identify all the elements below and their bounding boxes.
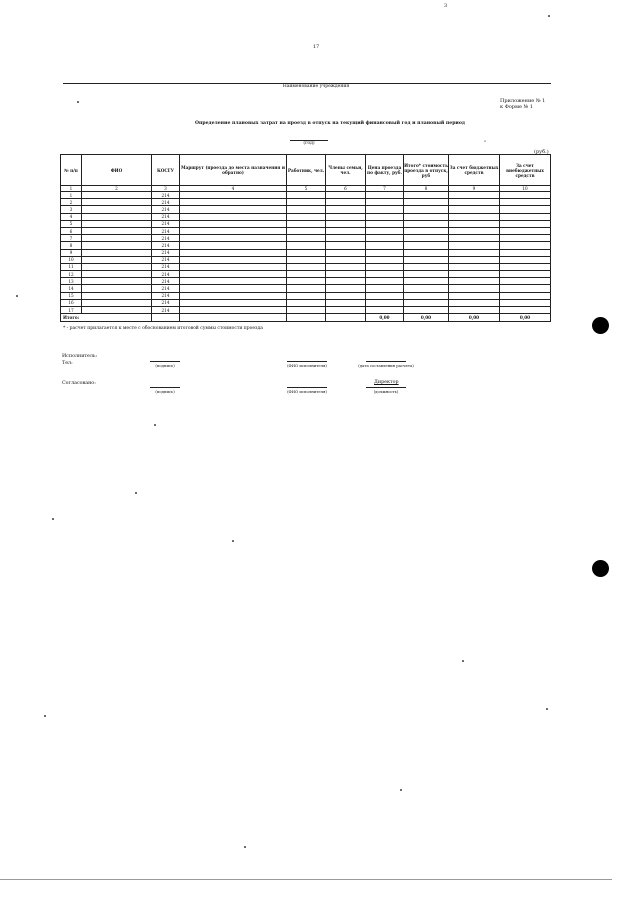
total-row xyxy=(61,314,551,322)
row-number: 16 xyxy=(61,299,82,306)
empty-cell xyxy=(287,271,326,278)
empty-cell xyxy=(366,285,404,292)
empty-cell xyxy=(500,206,551,213)
empty-cell xyxy=(287,213,326,220)
signature-caption: (подпись) xyxy=(155,363,175,368)
empty-cell xyxy=(366,278,404,285)
empty-cell xyxy=(404,220,449,227)
empty-cell xyxy=(326,235,366,242)
empty-cell xyxy=(287,285,326,292)
header-cell: За счет бюджетных средств xyxy=(449,155,500,186)
total-cell xyxy=(326,314,366,322)
row-number: 2 xyxy=(61,199,82,206)
empty-cell xyxy=(287,192,326,199)
empty-cell xyxy=(449,220,500,227)
row-number: 6 xyxy=(61,227,82,234)
empty-cell xyxy=(287,235,326,242)
empty-cell xyxy=(287,227,326,234)
director-name-caption: (ФИО исполнителя) xyxy=(287,389,327,394)
empty-cell xyxy=(326,285,366,292)
empty-cell xyxy=(366,307,404,314)
empty-cell xyxy=(449,278,500,285)
row-number: 15 xyxy=(61,292,82,299)
column-number: 3 xyxy=(152,186,180,192)
table-row xyxy=(61,206,551,213)
empty-cell xyxy=(366,220,404,227)
header-cell: ФИО xyxy=(82,155,152,186)
empty-cell xyxy=(500,278,551,285)
kosgu-cell: 214 xyxy=(152,235,180,242)
org-name-caption: Наименование учреждения xyxy=(282,84,350,89)
empty-cell xyxy=(366,192,404,199)
table-row xyxy=(61,199,551,206)
row-number: 7 xyxy=(61,235,82,242)
empty-cell xyxy=(449,192,500,199)
row-number: 8 xyxy=(61,242,82,249)
kosgu-cell: 214 xyxy=(152,271,180,278)
empty-cell xyxy=(404,307,449,314)
empty-cell xyxy=(180,227,287,234)
empty-cell xyxy=(326,271,366,278)
total-extrabudget: 0,00 xyxy=(500,314,551,322)
empty-cell xyxy=(287,249,326,256)
empty-cell xyxy=(500,307,551,314)
page-number: 17 xyxy=(312,44,320,50)
appendix-note xyxy=(500,98,580,110)
punch-hole xyxy=(592,560,609,577)
empty-cell xyxy=(449,256,500,263)
currency-unit: (руб.) xyxy=(534,149,549,155)
empty-cell xyxy=(82,242,152,249)
empty-cell xyxy=(326,227,366,234)
empty-cell xyxy=(287,256,326,263)
empty-cell xyxy=(404,206,449,213)
empty-cell xyxy=(287,263,326,270)
empty-cell xyxy=(366,199,404,206)
date-caption: (дата составления расчета) xyxy=(358,363,414,368)
empty-cell xyxy=(326,263,366,270)
kosgu-cell: 214 xyxy=(152,307,180,314)
empty-cell xyxy=(366,249,404,256)
empty-cell xyxy=(180,206,287,213)
empty-cell xyxy=(82,192,152,199)
total-budget: 0,00 xyxy=(449,314,500,322)
empty-cell xyxy=(287,220,326,227)
empty-cell xyxy=(500,285,551,292)
executor-label: Исполнитель: xyxy=(62,354,98,359)
appendix-line-2: к Форме № 1 xyxy=(500,104,534,110)
row-number: 9 xyxy=(61,249,82,256)
kosgu-cell: 214 xyxy=(152,278,180,285)
kosgu-cell: 214 xyxy=(152,227,180,234)
header-cell: № п/п xyxy=(61,155,82,186)
table-row xyxy=(61,256,551,263)
agreed-signature-caption: (подпись) xyxy=(155,389,175,394)
kosgu-cell: 214 xyxy=(152,192,180,199)
empty-cell xyxy=(404,299,449,306)
empty-cell xyxy=(326,213,366,220)
quote-mark: " xyxy=(484,140,487,146)
empty-cell xyxy=(82,227,152,234)
kosgu-cell: 214 xyxy=(152,256,180,263)
table-row xyxy=(61,227,551,234)
empty-cell xyxy=(326,242,366,249)
table-row xyxy=(61,249,551,256)
column-number: 2 xyxy=(82,186,152,192)
empty-cell xyxy=(404,278,449,285)
empty-cell xyxy=(82,206,152,213)
scan-speck xyxy=(154,424,156,426)
empty-cell xyxy=(449,213,500,220)
empty-cell xyxy=(180,199,287,206)
header-cell: Цена проезда по факту, руб. xyxy=(366,155,404,186)
kosgu-cell: 214 xyxy=(152,199,180,206)
table-row xyxy=(61,220,551,227)
empty-cell xyxy=(180,220,287,227)
empty-cell xyxy=(500,263,551,270)
footnote: * - расчет прилагается к месте с обоснованием итоговой суммы стоимости проезда xyxy=(63,326,263,331)
empty-cell xyxy=(449,235,500,242)
scan-speck xyxy=(77,101,79,103)
table-row xyxy=(61,263,551,270)
position-line xyxy=(366,387,406,388)
signature-line xyxy=(150,361,180,362)
scan-speck xyxy=(244,846,246,848)
row-number: 1 xyxy=(61,192,82,199)
empty-cell xyxy=(404,213,449,220)
empty-cell xyxy=(82,307,152,314)
table-row xyxy=(61,235,551,242)
empty-cell xyxy=(500,249,551,256)
empty-cell xyxy=(500,299,551,306)
empty-cell xyxy=(404,292,449,299)
empty-cell xyxy=(82,263,152,270)
row-number: 3 xyxy=(61,206,82,213)
kosgu-cell: 214 xyxy=(152,206,180,213)
row-number: 14 xyxy=(61,285,82,292)
empty-cell xyxy=(287,292,326,299)
row-number: 4 xyxy=(61,213,82,220)
empty-cell xyxy=(500,271,551,278)
table-row xyxy=(61,292,551,299)
total-cell xyxy=(287,314,326,322)
table-row xyxy=(61,192,551,199)
document-title: Определение плановых затрат на проезд в отпуск на текущий финансовый год и плановый период xyxy=(195,121,465,126)
empty-cell xyxy=(366,242,404,249)
empty-cell xyxy=(180,249,287,256)
empty-cell xyxy=(449,263,500,270)
total-price: 0,00 xyxy=(366,314,404,322)
phone-label: Тел: xyxy=(62,361,73,366)
total-cell xyxy=(152,314,180,322)
executor-name-caption: (ФИО исполнителя) xyxy=(287,363,327,368)
empty-cell xyxy=(180,242,287,249)
header-cell: Итого* стоимость проезда в отпуск, руб xyxy=(404,155,449,186)
empty-cell xyxy=(404,263,449,270)
empty-cell xyxy=(366,256,404,263)
empty-cell xyxy=(500,242,551,249)
empty-cell xyxy=(82,278,152,285)
executor-name-line xyxy=(287,361,327,362)
empty-cell xyxy=(82,256,152,263)
empty-cell xyxy=(404,235,449,242)
empty-cell xyxy=(180,263,287,270)
table-row xyxy=(61,271,551,278)
empty-cell xyxy=(449,285,500,292)
empty-cell xyxy=(82,220,152,227)
kosgu-cell: 214 xyxy=(152,285,180,292)
kosgu-cell: 214 xyxy=(152,213,180,220)
scan-speck xyxy=(546,708,548,710)
header-cell: Работник, чел. xyxy=(287,155,326,186)
agreed-signature-line xyxy=(150,387,180,388)
empty-cell xyxy=(326,307,366,314)
empty-cell xyxy=(404,256,449,263)
empty-cell xyxy=(404,285,449,292)
header-cell: Члены семьи, чел. xyxy=(326,155,366,186)
empty-cell xyxy=(500,192,551,199)
column-number: 4 xyxy=(180,186,287,192)
empty-cell xyxy=(500,227,551,234)
total-label: Итого: xyxy=(61,314,152,322)
kosgu-cell: 214 xyxy=(152,292,180,299)
empty-cell xyxy=(366,227,404,234)
kosgu-cell: 214 xyxy=(152,249,180,256)
empty-cell xyxy=(449,271,500,278)
column-number: 6 xyxy=(326,186,366,192)
empty-cell xyxy=(180,256,287,263)
empty-cell xyxy=(366,206,404,213)
empty-cell xyxy=(366,235,404,242)
empty-cell xyxy=(500,256,551,263)
empty-cell xyxy=(82,213,152,220)
empty-cell xyxy=(366,292,404,299)
row-number: 5 xyxy=(61,220,82,227)
empty-cell xyxy=(287,242,326,249)
empty-cell xyxy=(326,256,366,263)
empty-cell xyxy=(82,292,152,299)
director-name-line xyxy=(287,387,327,388)
column-number: 10 xyxy=(500,186,551,192)
empty-cell xyxy=(404,271,449,278)
empty-cell xyxy=(500,199,551,206)
empty-cell xyxy=(82,249,152,256)
kosgu-cell: 214 xyxy=(152,220,180,227)
scan-speck xyxy=(135,492,137,494)
column-number: 5 xyxy=(287,186,326,192)
row-number: 11 xyxy=(61,263,82,270)
empty-cell xyxy=(404,199,449,206)
empty-cell xyxy=(500,220,551,227)
empty-cell xyxy=(449,199,500,206)
empty-cell xyxy=(449,227,500,234)
empty-cell xyxy=(500,235,551,242)
table-row xyxy=(61,278,551,285)
empty-cell xyxy=(287,307,326,314)
scan-speck xyxy=(44,715,46,717)
position-caption: (должность) xyxy=(373,389,399,394)
empty-cell xyxy=(366,271,404,278)
empty-cell xyxy=(180,299,287,306)
empty-cell xyxy=(287,199,326,206)
empty-cell xyxy=(180,271,287,278)
empty-cell xyxy=(366,299,404,306)
column-number: 9 xyxy=(449,186,500,192)
empty-cell xyxy=(326,299,366,306)
corner-mark: 3 xyxy=(444,3,448,9)
empty-cell xyxy=(287,206,326,213)
empty-cell xyxy=(449,206,500,213)
total-cell xyxy=(180,314,287,322)
empty-cell xyxy=(326,220,366,227)
row-number: 12 xyxy=(61,271,82,278)
costs-table xyxy=(60,154,551,322)
table-row xyxy=(61,213,551,220)
empty-cell xyxy=(326,199,366,206)
empty-cell xyxy=(180,235,287,242)
empty-cell xyxy=(404,242,449,249)
agreed-label: Согласовано: xyxy=(62,381,96,386)
empty-cell xyxy=(326,249,366,256)
row-number: 17 xyxy=(61,307,82,314)
empty-cell xyxy=(180,278,287,285)
empty-cell xyxy=(404,192,449,199)
column-number: 8 xyxy=(404,186,449,192)
table-row xyxy=(61,285,551,292)
empty-cell xyxy=(180,213,287,220)
appendix-line-1: Приложение № 1 xyxy=(500,98,546,104)
table-header-row xyxy=(61,155,551,186)
empty-cell xyxy=(326,206,366,213)
column-number: 7 xyxy=(366,186,404,192)
scan-speck xyxy=(462,660,464,662)
empty-cell xyxy=(404,227,449,234)
empty-cell xyxy=(449,249,500,256)
empty-cell xyxy=(82,299,152,306)
kosgu-cell: 214 xyxy=(152,299,180,306)
punch-hole xyxy=(592,317,609,334)
kosgu-cell: 214 xyxy=(152,263,180,270)
empty-cell xyxy=(366,213,404,220)
table-row xyxy=(61,307,551,314)
bottom-edge-line xyxy=(0,879,612,880)
empty-cell xyxy=(449,307,500,314)
total-sum: 0,00 xyxy=(404,314,449,322)
empty-cell xyxy=(366,263,404,270)
empty-cell xyxy=(180,285,287,292)
scan-speck xyxy=(52,518,54,520)
header-cell: КОСГУ xyxy=(152,155,180,186)
empty-cell xyxy=(500,213,551,220)
empty-cell xyxy=(326,292,366,299)
empty-cell xyxy=(449,299,500,306)
empty-cell xyxy=(180,307,287,314)
empty-cell xyxy=(404,249,449,256)
date-line xyxy=(366,361,406,362)
empty-cell xyxy=(82,285,152,292)
empty-cell xyxy=(449,292,500,299)
kosgu-cell: 214 xyxy=(152,242,180,249)
header-cell: Маршрут (проезда до места назначения и обратно) xyxy=(180,155,287,186)
table-row xyxy=(61,299,551,306)
scan-speck xyxy=(16,295,18,297)
scan-speck xyxy=(400,789,402,791)
empty-cell xyxy=(82,235,152,242)
empty-cell xyxy=(449,242,500,249)
empty-cell xyxy=(180,292,287,299)
empty-cell xyxy=(82,199,152,206)
empty-cell xyxy=(326,278,366,285)
empty-cell xyxy=(180,192,287,199)
empty-cell xyxy=(326,192,366,199)
empty-cell xyxy=(287,299,326,306)
director-position: Директор xyxy=(374,380,399,385)
scan-speck xyxy=(548,15,550,17)
table-row xyxy=(61,242,551,249)
empty-cell xyxy=(500,292,551,299)
row-number: 10 xyxy=(61,256,82,263)
row-number: 13 xyxy=(61,278,82,285)
header-cell: За счет внебюджетных средств xyxy=(500,155,551,186)
year-caption: (год) xyxy=(303,141,315,146)
empty-cell xyxy=(82,271,152,278)
scan-speck xyxy=(232,540,234,542)
column-number: 1 xyxy=(61,186,82,192)
empty-cell xyxy=(287,278,326,285)
